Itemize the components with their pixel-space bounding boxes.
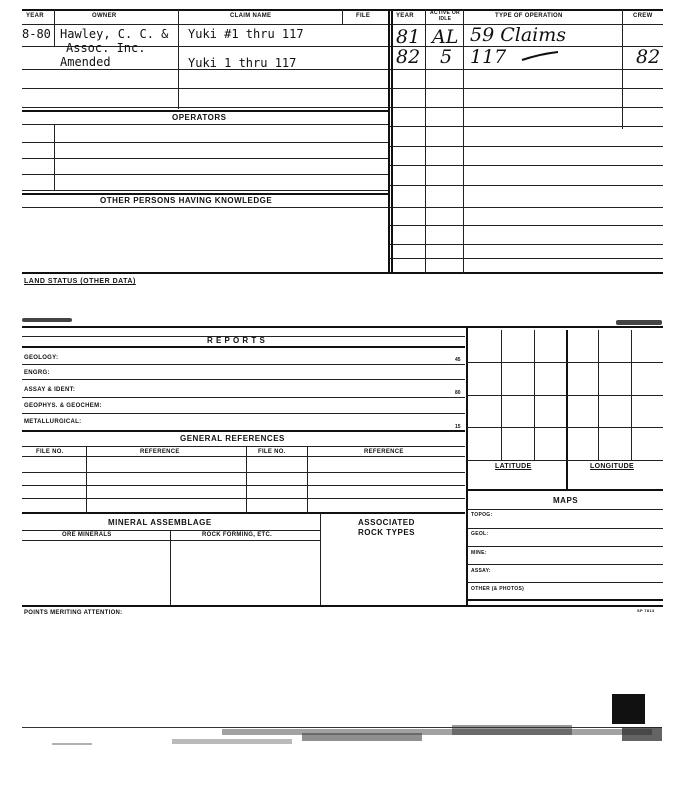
associated-line1: ASSOCIATED	[358, 518, 415, 527]
header-active-or-idle: ACTIVE OR IDLE	[430, 10, 460, 22]
header-file: FILE	[356, 13, 371, 19]
header-claim-name: CLAIM NAME	[230, 13, 272, 19]
scan-mark-right	[616, 320, 662, 325]
handwritten-type-59-claims: 59 Claims	[470, 24, 567, 46]
operators-heading: OPERATORS	[172, 113, 227, 122]
handwritten-type-117: 117	[470, 46, 507, 68]
header-owner: OWNER	[92, 13, 117, 19]
handwritten-crew-82: 82	[636, 46, 661, 68]
entry-claim-line1: Yuki #1 thru 117	[188, 27, 304, 41]
report-row-metallurgical: METALLURGICAL:	[24, 419, 82, 425]
maps-other: OTHER (& PHOTOS)	[471, 586, 525, 592]
report-row-assay: ASSAY & IDENT:	[24, 387, 76, 393]
maps-geol: GEOL:	[471, 531, 489, 537]
report-num-geology: 45	[455, 357, 461, 363]
header-crew: CREW	[633, 13, 653, 19]
land-status-heading: LAND STATUS (OTHER DATA)	[24, 278, 136, 285]
handwritten-active-al: AL	[432, 26, 459, 48]
header-year-2: YEAR	[396, 13, 414, 19]
ore-minerals-label: ORE MINERALS	[62, 532, 112, 538]
entry-claim-line3: Yuki 1 thru 117	[188, 56, 297, 70]
associated-line2: ROCK TYPES	[358, 528, 416, 537]
points-meriting-attention: POINTS MERITING ATTENTION:	[24, 610, 123, 616]
header-type-of-operation: TYPE OF OPERATION	[495, 13, 563, 19]
handwritten-underline-stroke	[520, 50, 560, 64]
form-number: SP 7813	[637, 608, 655, 613]
col-reference-2: REFERENCE	[364, 449, 404, 455]
scan-noise-band	[22, 715, 667, 755]
scan-mark-left	[22, 318, 72, 322]
report-row-geology: GEOLOGY:	[24, 355, 59, 361]
col-reference-1: REFERENCE	[140, 449, 180, 455]
handwritten-year-82: 82	[396, 46, 421, 68]
report-row-engrg: ENGRG:	[24, 370, 50, 376]
report-num-assay: 80	[455, 390, 461, 396]
maps-title: MAPS	[553, 496, 579, 505]
reports-title: R E P O R T S	[207, 336, 266, 345]
report-row-geophys: GEOPHYS. & GEOCHEM:	[24, 403, 102, 409]
entry-owner-line3: Amended	[60, 55, 111, 69]
maps-assay: ASSAY:	[471, 568, 491, 574]
report-num-metallurgical: 15	[455, 424, 461, 430]
maps-mine: MINE:	[471, 550, 487, 556]
entry-year: 8-80	[22, 27, 51, 41]
general-references-title: GENERAL REFERENCES	[180, 434, 285, 443]
other-persons-heading: OTHER PERSONS HAVING KNOWLEDGE	[100, 196, 273, 205]
col-file-no-2: FILE NO.	[258, 449, 286, 455]
header-year: YEAR	[26, 13, 44, 19]
maps-topog: TOPOG:	[471, 512, 493, 518]
rock-forming-label: ROCK FORMING, ETC.	[202, 532, 273, 538]
entry-owner-line1: Hawley, C. C. &	[60, 27, 169, 41]
entry-owner-line2: Assoc. Inc.	[66, 41, 146, 55]
handwritten-active-5: 5	[440, 46, 453, 68]
col-file-no-1: FILE NO.	[36, 449, 64, 455]
longitude-label: LONGITUDE	[590, 463, 634, 470]
latitude-label: LATITUDE	[495, 463, 532, 470]
mineral-title: MINERAL ASSEMBLAGE	[108, 518, 212, 527]
handwritten-year-81: 81	[396, 26, 421, 48]
